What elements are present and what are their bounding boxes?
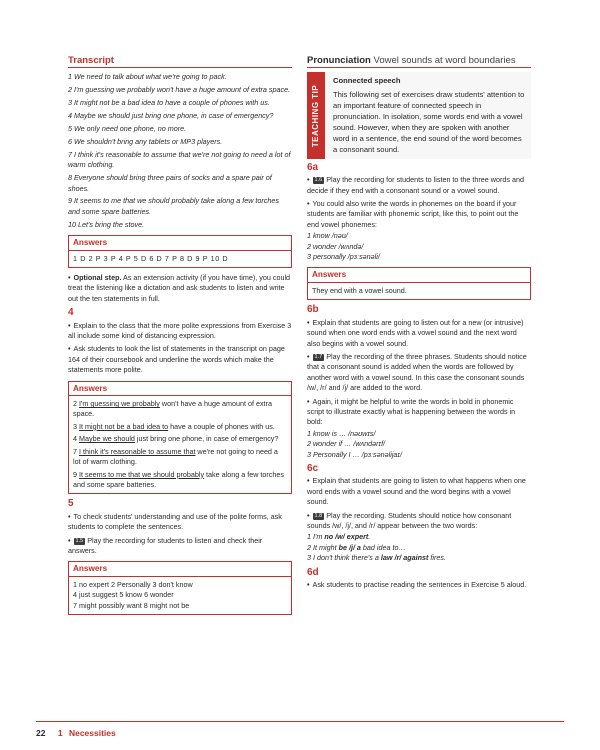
section-6b-bullet bbox=[307, 352, 531, 394]
bullet-text: Again, it might be helpful to write the words in bold in phonemic script to illustrate exactly what is happening between the words in bold: bbox=[307, 396, 516, 427]
underlined-phrase: I'm guessing we probably bbox=[79, 399, 160, 409]
underlined-phrase: It seems to me that we should probably bbox=[79, 469, 205, 479]
answer-line: 1 no expert 2 Personally 3 don't know bbox=[73, 579, 193, 589]
underlined-phrase: Maybe we should bbox=[79, 434, 135, 444]
answer-line: 7 might possibly want 8 might not be bbox=[73, 600, 190, 610]
optional-label: Optional step. bbox=[73, 273, 122, 282]
bullet-icon: • bbox=[307, 175, 310, 185]
teaching-tip-label: TEACHING TIP bbox=[310, 84, 320, 147]
pronunciation-subtitle: Vowel sounds at word boundaries bbox=[373, 55, 516, 66]
bullet-text: To check students' understanding and use of the polite forms, ask students to complete the sentences. bbox=[68, 511, 282, 532]
answer-number: 3 bbox=[73, 421, 77, 431]
phoneme-line: 1 know is … /nəʊwɪs/ bbox=[307, 428, 376, 438]
transcript-line: 9 It seems to me that we should probably take along a few torches and some spare batteries. bbox=[68, 196, 279, 216]
answers-heading: Answers bbox=[69, 236, 291, 250]
phoneme-line: 3 personally /pɜːsənəli/ bbox=[307, 252, 380, 262]
underlined-phrase: It might not be a bad idea to bbox=[79, 421, 169, 431]
bullet-text: Play the recording for students to listen and check their answers. bbox=[68, 535, 263, 555]
example-text: 1 I'm bbox=[307, 532, 325, 542]
section-4-bullet bbox=[68, 321, 292, 342]
answer-rest: just bring one phone, in case of emergency? bbox=[134, 434, 279, 444]
transcript-line: 1 We need to talk about what we're going to pack. bbox=[68, 72, 227, 82]
unit-title: Necessities bbox=[68, 728, 116, 738]
answer-item bbox=[73, 399, 287, 420]
section-6c-number: 6c bbox=[307, 462, 319, 474]
answer-rest: we're not going to need a lot of warm clothing. bbox=[73, 446, 278, 467]
answers-box-6a bbox=[307, 267, 531, 300]
teaching-tip-heading: Connected speech bbox=[333, 76, 401, 86]
bullet-text: Ask students to practise reading the sentences in Exercise 5 aloud. bbox=[312, 580, 527, 590]
example-text: 2 It might bbox=[307, 542, 339, 552]
transcript-line: 6 We shouldn't bring any tablets or MP3 players. bbox=[68, 136, 223, 146]
audio-track-icon: 1.7 bbox=[314, 353, 323, 360]
bullet-icon: • bbox=[307, 351, 310, 361]
section-5-bullet bbox=[68, 512, 292, 533]
optional-text: As an extension activity (if you have time), you could treat the listening like a dictation and ask students to listen and write out the ten statements in full. bbox=[68, 273, 291, 303]
phoneme-line: 2 wonder if … /wʌndərɪf/ bbox=[307, 439, 386, 449]
bullet-text: Play the recording. Students should notice how consonant sounds /w/, /j/, and /r/ appear between the two words: bbox=[307, 510, 512, 530]
bullet-text: Explain that students are going to listen to what happens when one word ends with a vowel sound and the word begins with a vowel sound. bbox=[307, 476, 526, 507]
transcript-lines bbox=[68, 72, 292, 230]
section-6d-number: 6d bbox=[307, 566, 319, 578]
page-number: 22 bbox=[36, 728, 46, 738]
bullet-text: Play the recording of the three phrases. Students should notice that a consonant sound is added when the words are followed by another word with a vowel sound. In this case the consonant sounds /w/, /r/ and /j/ are added to the word. bbox=[307, 351, 527, 393]
audio-track-icon: 1.6 bbox=[314, 177, 323, 184]
answer-number: 4 bbox=[73, 434, 77, 444]
example-text: bad idea to… bbox=[360, 542, 406, 552]
section-6d-bullet bbox=[307, 580, 531, 590]
transcript-line: 2 I'm guessing we probably won't have a huge amount of extra space. bbox=[68, 85, 291, 95]
bullet-text: Ask students to look the list of statements in the transcript on page 164 of their coursebook and underline the words which make the statements more polite. bbox=[68, 344, 285, 375]
example-text: fires. bbox=[428, 553, 446, 563]
optional-step bbox=[68, 273, 292, 304]
transcript-line: 5 We only need one phone, no more. bbox=[68, 124, 187, 134]
transcript-line: 7 I think it's reasonable to assume that we're not going to need a lot of warm clothing. bbox=[68, 149, 291, 170]
answer-item bbox=[73, 447, 287, 468]
underlined-phrase: I think it's reasonable to assume that bbox=[79, 446, 196, 456]
example-bold: be /j/ a bbox=[338, 542, 361, 552]
answers-box-4 bbox=[68, 381, 292, 495]
bullet-icon: • bbox=[68, 273, 71, 282]
answers-box-3 bbox=[68, 235, 292, 268]
example-line bbox=[307, 532, 531, 542]
section-6c-bullet bbox=[307, 476, 531, 507]
transcript-line: 10 Let's bring the stove. bbox=[68, 219, 145, 229]
bullet-icon: • bbox=[307, 317, 310, 327]
section-6a-bullet bbox=[307, 199, 531, 230]
pronunciation-label: Pronunciation bbox=[307, 55, 371, 66]
teaching-tip-body: This following set of exercises draw students' attention to an important feature of connected speech in pronunciation. In isolation, some words end with a vowel sound. However, when they are spoken with another word in a sentence, the end sound of the word becomes a consonant sound. bbox=[333, 89, 525, 154]
bullet-icon: • bbox=[68, 535, 71, 545]
answer-number: 9 bbox=[73, 469, 77, 479]
bullet-text: You could also write the words in phonemes on the board if your students are familiar with phonemic script, like this, to point out the end vowel phonemes: bbox=[307, 199, 519, 229]
answers-text: They end with a vowel sound. bbox=[312, 285, 407, 295]
bullet-icon: • bbox=[307, 580, 310, 590]
transcript-line: 3 It might not be a bad idea to have a couple of phones with us. bbox=[68, 98, 270, 108]
unit-number: 1 bbox=[57, 728, 63, 738]
section-6c-bullet bbox=[307, 511, 531, 532]
answer-rest: take along a few torches and some spare batteries. bbox=[73, 469, 284, 489]
phoneme-line: 1 know /nəʊ/ bbox=[307, 231, 348, 241]
audio-track-icon: 1.5 bbox=[75, 537, 84, 544]
answer-number: 7 bbox=[73, 446, 77, 456]
answers-box-5 bbox=[68, 561, 292, 615]
bullet-icon: • bbox=[68, 320, 71, 330]
bullet-icon: • bbox=[68, 344, 71, 354]
section-6b-number: 6b bbox=[307, 304, 319, 316]
section-5-bullet bbox=[68, 536, 292, 557]
phoneme-line: 3 Personally I … /pɜːsənəlijaɪ/ bbox=[307, 449, 402, 459]
example-bold: no /w/ expert bbox=[324, 532, 369, 542]
page-footer bbox=[36, 721, 564, 738]
bullet-icon: • bbox=[307, 476, 310, 486]
example-text: 3 I don't think there's a bbox=[307, 553, 381, 563]
section-5-number: 5 bbox=[68, 498, 74, 510]
teaching-tip-tab bbox=[307, 72, 325, 158]
example-line bbox=[307, 553, 531, 563]
answers-list bbox=[69, 396, 291, 493]
example-line bbox=[307, 543, 531, 553]
answer-item bbox=[73, 434, 287, 444]
section-6b-bullet bbox=[307, 318, 531, 349]
answer-rest: have a couple of phones with us. bbox=[168, 421, 275, 431]
section-6a-bullet bbox=[307, 175, 531, 196]
answers-heading: Answers bbox=[69, 562, 291, 576]
example-bold: law /r/ against bbox=[380, 553, 429, 563]
audio-track-icon: 1.8 bbox=[314, 512, 323, 519]
answer-item bbox=[73, 422, 287, 432]
answers-heading: Answers bbox=[308, 268, 530, 282]
answer-line: 4 just suggest 5 know 6 wonder bbox=[73, 590, 174, 600]
bullet-text: Explain to the class that the more polite expressions from Exercise 3 all include some kind of distancing expression. bbox=[68, 320, 292, 341]
teaching-tip bbox=[307, 72, 531, 158]
pronunciation-title bbox=[307, 56, 531, 68]
example-text: . bbox=[368, 532, 371, 542]
bullet-icon: • bbox=[68, 511, 71, 521]
transcript-line: 4 Maybe we should just bring one phone, in case of emergency? bbox=[68, 111, 274, 121]
right-column bbox=[307, 56, 531, 593]
answers-text: 1 D 2 P 3 P 4 P 5 D 6 D 7 P 8 D 9 P 10 D bbox=[73, 253, 229, 263]
answers-heading: Answers bbox=[69, 382, 291, 396]
section-6b-bullet bbox=[307, 397, 531, 428]
bullet-icon: • bbox=[307, 396, 310, 406]
bullet-icon: • bbox=[307, 199, 310, 209]
section-4-number: 4 bbox=[68, 307, 74, 319]
left-column bbox=[68, 56, 292, 620]
bullet-text: Explain that students are going to listen out for a new (or intrusive) sound when one word ends with a vowel sound and the next word also begins with a vowel sound. bbox=[307, 317, 524, 348]
section-4-bullet bbox=[68, 344, 292, 375]
answer-number: 2 bbox=[73, 399, 77, 409]
bullet-text: Play the recording for students to listen to the three words and decide if they end with a consonant sound or a vowel sound. bbox=[307, 175, 524, 195]
answers-list bbox=[69, 577, 291, 614]
section-6a-number: 6a bbox=[307, 161, 319, 173]
phoneme-line: 2 wonder /wʌndə/ bbox=[307, 241, 364, 251]
bullet-icon: • bbox=[307, 510, 310, 520]
answer-rest: won't have a huge amount of extra space. bbox=[73, 399, 272, 419]
answer-item bbox=[73, 470, 287, 491]
transcript-title: Transcript bbox=[68, 56, 292, 68]
transcript-line: 8 Everyone should bring three pairs of socks and a spare pair of shoes. bbox=[68, 173, 272, 193]
